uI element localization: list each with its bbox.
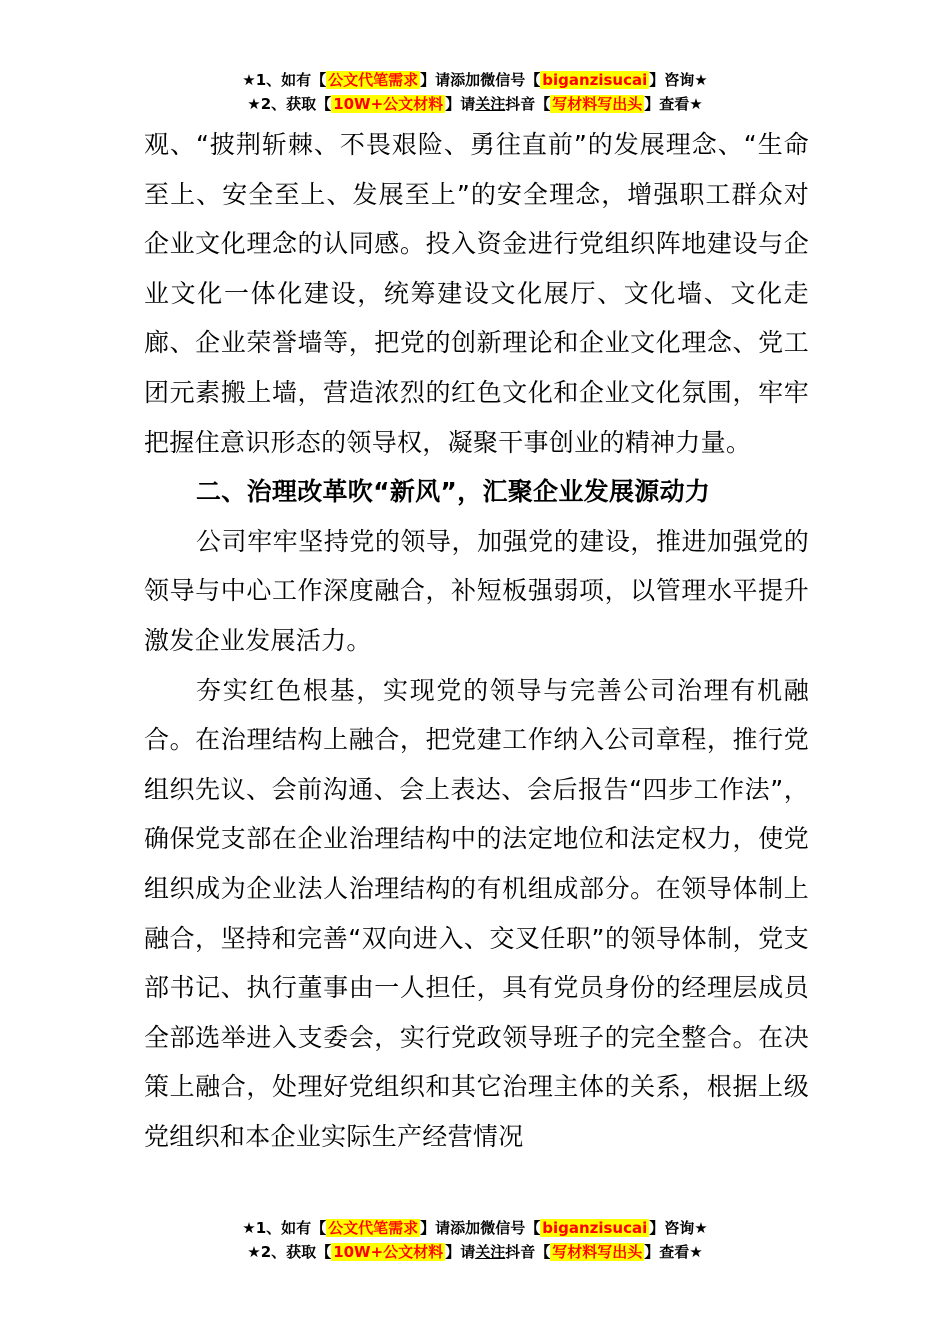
banner-text: ★1、如有【 (242, 1219, 327, 1237)
banner-highlight-douyin: 写材料写出头 (552, 1243, 643, 1261)
banner-text: ★1、如有【 (242, 71, 327, 89)
banner-text: 微信号【 (480, 1219, 541, 1237)
top-banner (0, 68, 950, 116)
banner-highlight-wechat-id: biganzisucai (542, 71, 648, 89)
banner-line-2 (0, 92, 950, 116)
banner-text: 】查看★ (644, 95, 703, 113)
banner-highlight: 10W+公文材料 (333, 95, 444, 113)
banner-highlight-wechat-id: biganzisucai (542, 1219, 648, 1237)
banner-text: 】请 (445, 1243, 476, 1261)
banner-text: 】咨询★ (649, 71, 708, 89)
banner-highlight: 10W+公文材料 (333, 1243, 444, 1261)
banner-highlight-douyin: 写材料写出头 (552, 95, 643, 113)
banner-emphasis: 关注 (475, 95, 506, 113)
banner-text: 抖音【 (505, 95, 551, 113)
banner-emphasis: 关注 (475, 1243, 506, 1261)
banner-text: 】咨询★ (649, 1219, 708, 1237)
paragraph-1: 观、“披荆斩棘、不畏艰险、勇往直前”的发展理念、“生命至上、安全至上、发展至上”的安全理念，增强职工群众对企业文化理念的认同感。投入资金进行党组织阵地建设与企业文化一体化建设，统筹建设文化展厅、文化墙、文化走廊、企业荣誉墙等，把党的创新理论和企业文化理念、党工团元素搬上墙，营造浓烈的红色文化和企业文化氛围，牢牢把握住意识形态的领导权，凝聚干事创业的精神力量。 (144, 130, 809, 457)
banner-line-1 (0, 68, 950, 92)
document-body (144, 120, 809, 1161)
paragraph-2: 公司牢牢坚持党的领导，加强党的建设，推进加强党的领导与中心工作深度融合，补短板强弱项，以管理水平提升激发企业发展活力。 (144, 526, 809, 655)
banner-text: 】请添加 (420, 1219, 481, 1237)
paragraph-3: 夯实红色根基，实现党的领导与完善公司治理有机融合。在治理结构上融合，把党建工作纳入公司章程，推行党组织先议、会前沟通、会上表达、会后报告“四步工作法”，确保党支部在企业治理结构中的法定地位和法定权力，使党组织成为企业法人治理结构的有机组成部分。在领导体制上融合，坚持和完善“双向进入、交叉任职”的领导体制，党支部书记、执行董事由一人担任，具有党员身份的经理层成员全部选举进入支委会，实行党政领导班子的完全整合。在决策上融合，处理好党组织和其它治理主体的关系，根据上级党组织和本企业实际生产经营情况 (144, 675, 809, 1151)
banner-text: 】请 (445, 95, 476, 113)
banner-text: 抖音【 (505, 1243, 551, 1261)
banner-text: ★2、获取【 (247, 95, 332, 113)
banner-line-2 (0, 1240, 950, 1264)
banner-text: 微信号【 (480, 71, 541, 89)
section-heading: 二、治理改革吹“新风”，汇聚企业发展源动力 (196, 477, 711, 507)
banner-highlight: 公文代笔需求 (328, 71, 419, 89)
banner-text: ★2、获取【 (247, 1243, 332, 1261)
banner-line-1 (0, 1216, 950, 1240)
banner-highlight: 公文代笔需求 (328, 1219, 419, 1237)
bottom-banner (0, 1216, 950, 1264)
banner-text: 】请添加 (420, 71, 481, 89)
banner-text: 】查看★ (644, 1243, 703, 1261)
